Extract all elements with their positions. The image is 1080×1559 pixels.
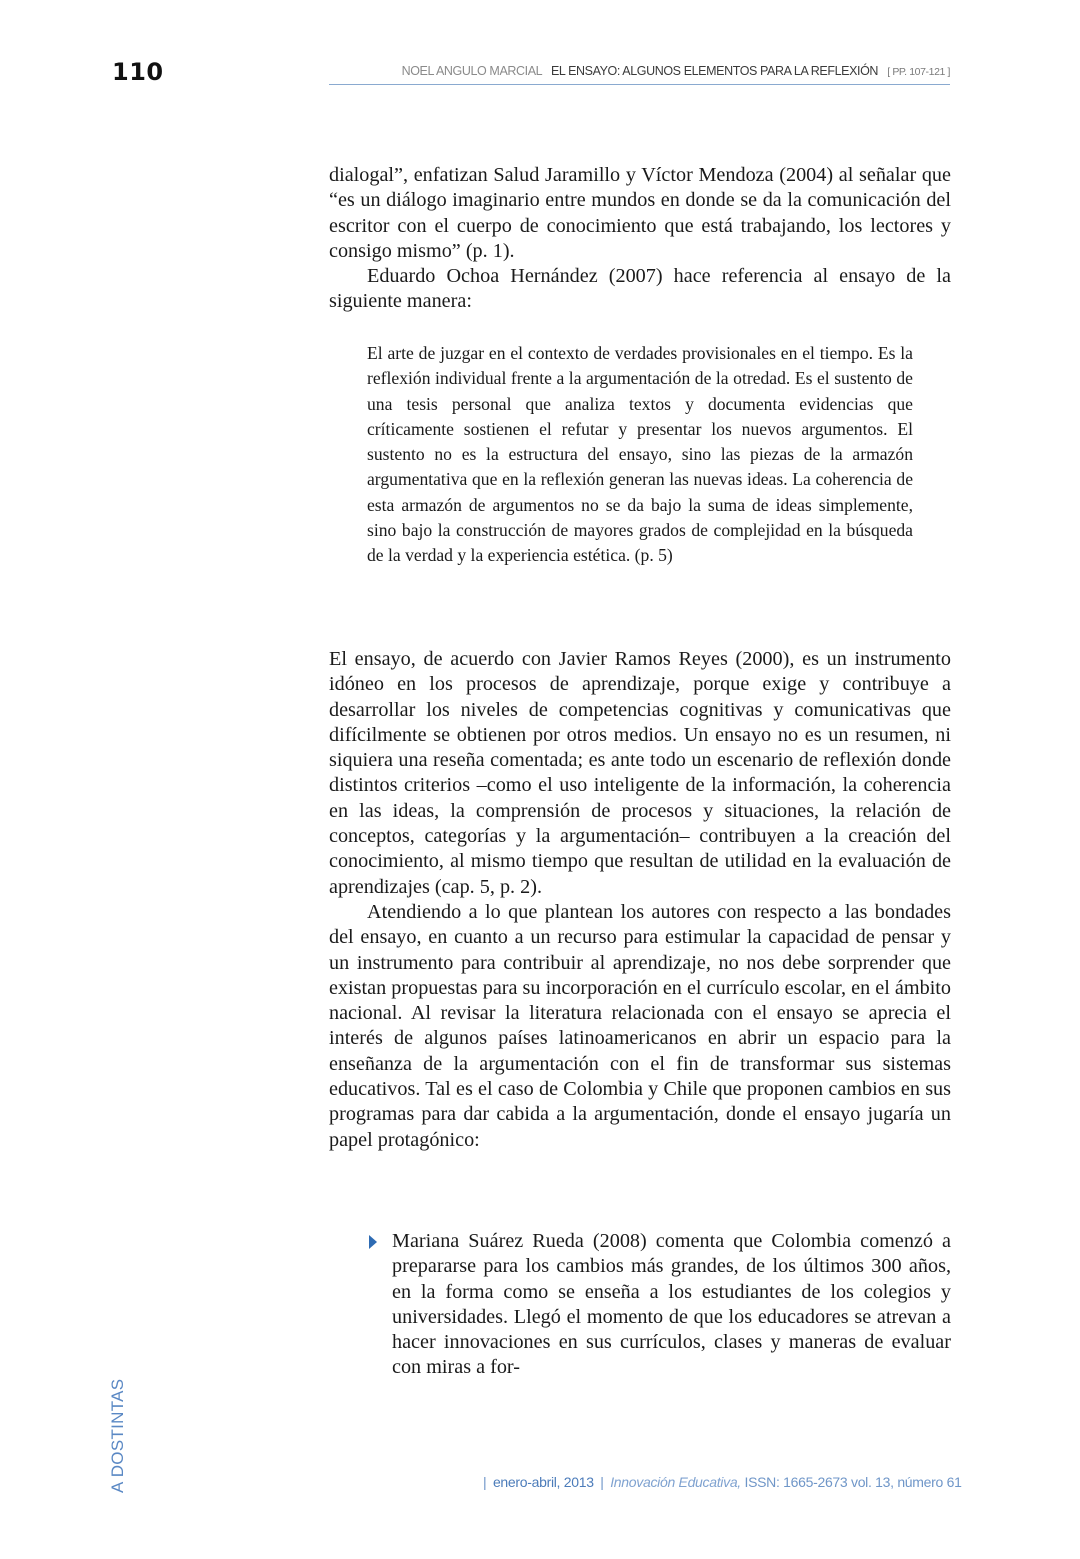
triangle-bullet-icon (369, 1235, 377, 1249)
paragraph: Eduardo Ochoa Hernández (2007) hace referencia al ensayo de la siguiente manera: (329, 265, 951, 313)
body-text-middle (329, 647, 951, 1153)
bullet-list (367, 1229, 951, 1381)
footer-date: enero-abril, 2013 (492, 1474, 594, 1490)
paragraph: Atendiendo a lo que plantean los autores con respecto a las bondades del ensayo, en cuanto a un recurso para estimular la capacidad de pensar y un instrumento para contribuir al aprendizaje, no nos debe sorprender que existan propuestas para su incorporación en el currículo escolar, en el ámbito nacional. Al revisar la literatura relacionada con el ensayo se aprecia el interés de algunos países latinoamericanos en abrir un espacio para la enseñanza de la argumentación con el fin de transformar sus sistemas educativos. Tal es el caso de Colombia y Chile que proponen cambios en sus programas para dar cabida a la argumentación, donde el ensayo jugaría un papel protagónico: (329, 900, 951, 1151)
running-head-author: NOEL ANGULO MARCIAL (401, 64, 542, 78)
blockquote-text: El arte de juzgar en el contexto de verdades provisionales en el tiempo. Es la reflexión individual frente a la argumentación de la otredad. Es el sustento de una tesis personal que analiza textos y documenta evidencias que críticamente sostienen el refutar y presentar los nuevos argumentos. El sustento no es la estructura del ensayo, sino las piezas de la armazón argumentativa que en la reflexión generan las nuevas ideas. La coherencia de esta armazón de argumentos no se da bajo la suma de ideas simplemente, sino bajo la construcción de mayores grados de complejidad en la búsqueda de la verdad y la experiencia estética. (p. 5) (367, 343, 913, 566)
running-head (329, 64, 950, 78)
header-rule (329, 84, 950, 85)
running-head-pages: [ PP. 107-121 ] (887, 66, 950, 78)
footer-divider: | (483, 1474, 487, 1490)
page-number: 110 (112, 58, 164, 86)
paragraph: dialogal”, enfatizan Salud Jaramillo y Víctor Mendoza (2004) al señalar que “es un diálogo imaginario entre mundos en donde se da la comunicación del escritor con el cuerpo de conocimiento que está trabajando, los lectores y consigo mismo” (p. 1). (329, 164, 951, 262)
paragraph: El ensayo, de acuerdo con Javier Ramos Reyes (2000), es un instrumento idóneo en los procesos de aprendizaje, porque exige y contribuye a desarrollar los niveles de competencias cognitivas y comunicativas que difícilmente se obtienen por otros medios. Un ensayo no es un resumen, ni siquiera una reseña comentada; es ante todo un escenario de reflexión donde distintos criterios –como el uso inteligente de la información, la coherencia en las ideas, la comprensión de procesos y situaciones, la relación de conceptos, categorías y la argumentación– contribuyen a la creación del conocimiento, al mismo tiempo que resultan de utilidad en la evaluación de aprendizajes (cap. 5, p. 2). (329, 648, 951, 898)
blockquote (367, 341, 913, 569)
footer-divider: | (600, 1474, 604, 1490)
bullet-text: Mariana Suárez Rueda (2008) comenta que Colombia comenzó a prepararse para los cambios más grandes, de los últimos 300 años, en la forma como se enseña a los estudiantes de los colegios y universidades. Llegó el momento de que los educadores se atrevan a hacer innovaciones en sus currículos, clases y maneras de evaluar con miras a for- (392, 1230, 951, 1379)
running-head-title: EL ENSAYO: ALGUNOS ELEMENTOS PARA LA REFLEXIÓN (550, 64, 879, 78)
body-text-top (329, 163, 951, 315)
bullet-item (367, 1229, 951, 1381)
side-label: A DOSTINTAS (108, 1378, 127, 1493)
footer (480, 1474, 962, 1490)
footer-issn: ISSN: 1665-2673 vol. 13, número 61 (744, 1474, 962, 1490)
footer-journal: Innovación Educativa, (610, 1474, 741, 1490)
